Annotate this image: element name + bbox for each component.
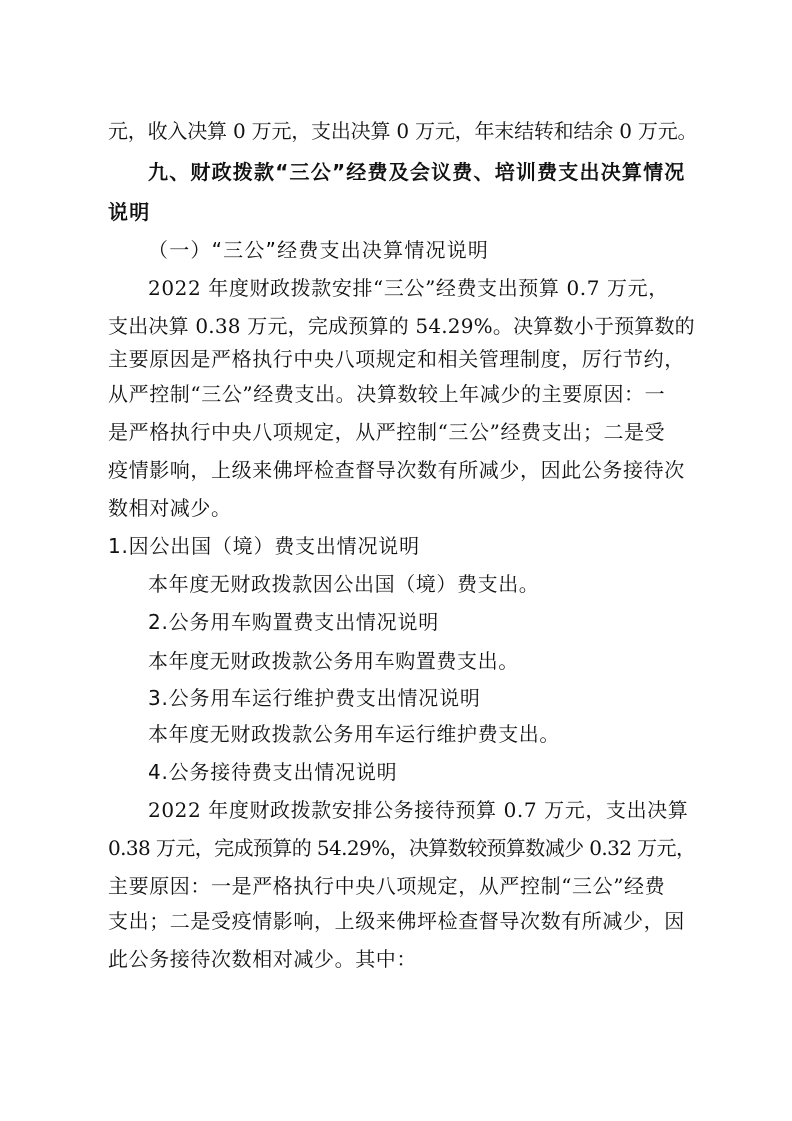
paragraph-line: 2022 年度财政拨款安排“三公”经费支出预算 0.7 万元， bbox=[148, 276, 669, 300]
paragraph-line: 从严控制“三公”经费支出。决算数较上年减少的主要原因：一 bbox=[108, 382, 666, 406]
item-heading: 2.公务用车购置费支出情况说明 bbox=[148, 610, 440, 634]
paragraph-line: 疫情影响，上级来佛坪检查督导次数有所减少，因此公务接待次 bbox=[108, 458, 685, 482]
subsection-heading: （一）“三公”经费支出决算情况说明 bbox=[148, 238, 490, 262]
section-heading: 九、财政拨款“三公”经费及会议费、培训费支出决算情况 bbox=[148, 160, 686, 184]
section-heading-continued: 说明 bbox=[108, 200, 151, 224]
paragraph-line: 元，收入决算 0 万元，支出决算 0 万元，年末结转和结余 0 万元。 bbox=[108, 119, 698, 143]
item-heading: 4.公务接待费支出情况说明 bbox=[148, 760, 398, 784]
paragraph-line: 本年度无财政拨款公务用车购置费支出。 bbox=[148, 649, 519, 673]
paragraph-line: 支出；二是受疫情影响，上级来佛坪检查督导次数有所减少，因 bbox=[108, 909, 685, 933]
paragraph-line: 0.38 万元，完成预算的 54.29%，决算数较预算数减少 0.32 万元， bbox=[108, 836, 696, 860]
paragraph-line: 主要原因：一是严格执行中央八项规定，从严控制“三公”经费 bbox=[108, 874, 666, 898]
paragraph-line: 2022 年度财政拨款安排公务接待预算 0.7 万元，支出决算 bbox=[148, 798, 689, 822]
item-heading: 1.因公出国（境）费支出情况说明 bbox=[108, 534, 420, 558]
paragraph-line: 此公务接待次数相对减少。其中： bbox=[108, 947, 417, 971]
item-heading: 3.公务用车运行维护费支出情况说明 bbox=[148, 686, 481, 710]
paragraph-line: 本年度无财政拨款因公出国（境）费支出。 bbox=[148, 572, 540, 596]
paragraph-line: 是严格执行中央八项规定，从严控制“三公”经费支出；二是受 bbox=[108, 420, 666, 444]
paragraph-line: 数相对减少。 bbox=[108, 496, 232, 520]
paragraph-line: 主要原因是严格执行中央八项规定和相关管理制度，厉行节约， bbox=[108, 347, 685, 371]
paragraph-line: 支出决算 0.38 万元，完成预算的 54.29%。决算数小于预算数的 bbox=[108, 314, 695, 338]
paragraph-line: 本年度无财政拨款公务用车运行维护费支出。 bbox=[148, 722, 560, 746]
